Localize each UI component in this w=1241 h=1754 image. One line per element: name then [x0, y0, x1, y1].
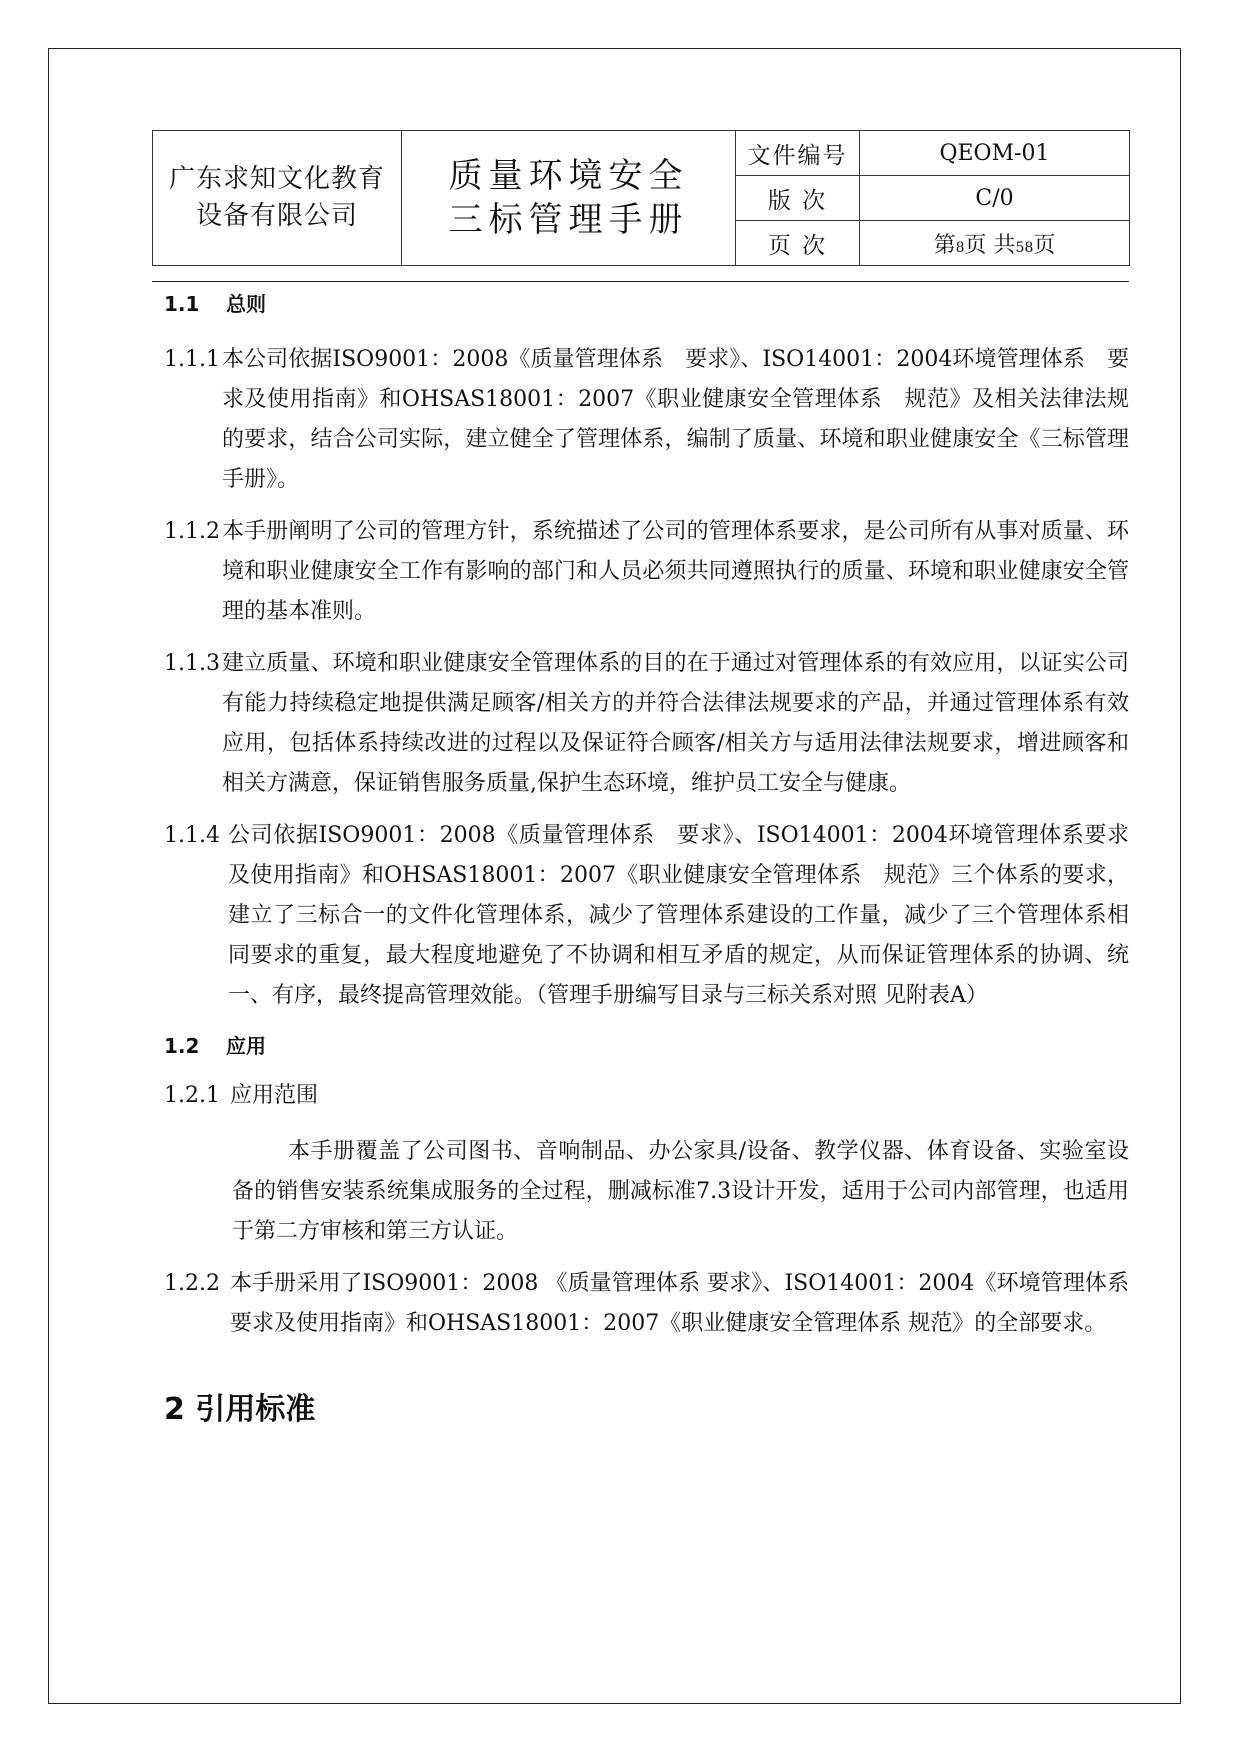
- clause-1-2-1: [164, 1076, 1129, 1116]
- page-total-number: 58: [1015, 239, 1034, 256]
- document-header-table: [152, 130, 1130, 266]
- clause-1-1-2: [164, 512, 1129, 632]
- page-suffix: 页: [1033, 232, 1056, 258]
- clause-number: 1.1.1: [164, 347, 220, 372]
- scope-paragraph: 本手册覆盖了公司图书、音响制品、办公家具/设备、教学仪器、体育设备、实验室设备的销售安装系统集成服务的全过程，删减标准7.3设计开发，适用于公司内部管理，也适用于第二方审核和第三方认证。: [232, 1139, 1129, 1244]
- page-label: 页 次: [736, 221, 860, 266]
- clause-text: 本手册采用了ISO9001：2008 《质量管理体系 要求》、ISO14001：2004《环境管理体系 要求及使用指南》和OHSAS18001：2007《职业健康安全管理体系 规范》的全部要求。: [229, 1271, 1129, 1336]
- header-divider: [152, 281, 1129, 282]
- clause-1-2-2: [164, 1264, 1129, 1344]
- doc-number-value: QEOM-01: [860, 131, 1130, 176]
- clause-text: 建立质量、环境和职业健康安全管理体系的目的在于通过对管理体系的有效应用，以证实公司有能力持续稳定地提供满足顾客/相关方的并符合法律法规要求的产品，并通过管理体系有效应用，包括体系持续改进的过程以及保证符合顾客/相关方与适用法律法规要求，增进顾客和相关方满意，保证销售服务质量,保护生态环境，维护员工安全与健康。: [221, 651, 1129, 796]
- chapter-heading-2: 2 引用标准: [164, 1392, 316, 1427]
- page-prefix: 第: [933, 232, 956, 258]
- page-current-number: 8: [955, 239, 965, 256]
- company-name-line1: 广东求知文化教育: [168, 164, 385, 194]
- section-heading-1-1: [164, 290, 1129, 318]
- section-title: 应用: [226, 1034, 266, 1058]
- section-heading-1-2: [164, 1032, 1129, 1060]
- page-count-value: [860, 221, 1130, 266]
- manual-title-line1: 质量环境安全: [448, 156, 689, 196]
- clause-1-1-4: [164, 816, 1129, 1016]
- company-name-cell: [153, 131, 402, 266]
- clause-number: 1.2.1: [164, 1083, 220, 1108]
- clause-1-1-1: [164, 340, 1129, 500]
- section-title: 总则: [226, 292, 266, 316]
- clause-text: 本手册阐明了公司的管理方针，系统描述了公司的管理体系要求，是公司所有从事对质量、环境和职业健康安全工作有影响的部门和人员必须共同遵照执行的质量、环境和职业健康安全管理的基本准则。: [221, 519, 1129, 624]
- clause-text: 公司依据ISO9001：2008《质量管理体系 要求》、ISO14001：2004环境管理体系要求及使用指南》和OHSAS18001：2007《职业健康安全管理体系 规范》三个体系的要求，建立了三标合一的文件化管理体系，减少了管理体系建设的工作量，减少了三个管理体系相同要求的重复，最大程度地避免了不协调和相互矛盾的规定，从而保证管理体系的协调、统一、有序，最终提高管理效能。（管理手册编写目录与三标关系对照 见附表A）: [227, 823, 1129, 1008]
- company-name-line2: 设备有限公司: [195, 201, 358, 231]
- clause-text: 本公司依据ISO9001：2008《质量管理体系 要求》、ISO14001：2004环境管理体系 要求及使用指南》和OHSAS18001：2007《职业健康安全管理体系 规范》及相关法律法规的要求，结合公司实际，建立健全了管理体系，编制了质量、环境和职业健康安全《三标管理手册》。: [221, 347, 1129, 492]
- version-label: 版 次: [736, 176, 860, 221]
- clause-number: 1.1.2: [164, 519, 220, 544]
- page-middle: 页 共: [964, 232, 1016, 258]
- section-number: 1.2: [164, 1034, 200, 1058]
- clause-number: 1.1.3: [164, 651, 220, 676]
- clause-1-1-3: [164, 644, 1129, 804]
- clause-number: 1.2.2: [164, 1271, 220, 1296]
- clause-text: 应用范围: [229, 1083, 318, 1108]
- doc-number-label: 文件编号: [736, 131, 860, 176]
- clause-number: 1.1.4: [164, 823, 220, 848]
- section-number: 1.1: [164, 292, 200, 316]
- manual-title-line2: 三标管理手册: [448, 200, 689, 240]
- version-value: C/0: [860, 176, 1130, 221]
- manual-title-cell: [402, 131, 736, 266]
- document-body: [164, 290, 1129, 1430]
